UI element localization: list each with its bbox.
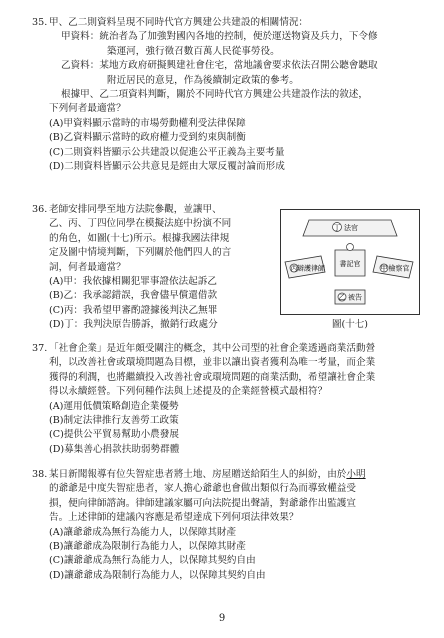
courtroom-diagram xyxy=(281,210,419,314)
defense-mark: 丙 xyxy=(290,264,298,273)
question-line: 獲得的利潤，也將繼續投入改善社會或環境問題的商業活動，希望讓社會企業 xyxy=(49,371,376,383)
question-line: 的爺爺是中度失智症患者，家人擔心爺爺也會做出類似行為而導致權益受 xyxy=(49,483,356,495)
material-label: 甲資料： xyxy=(61,31,100,43)
defense-label: 辯護律師 xyxy=(297,264,325,273)
material-text: 附近居民的意見，作為後續制定政策的參考。 xyxy=(107,74,299,86)
clerk-label: 書記官 xyxy=(339,260,361,268)
material-text: 統治者為了加強對國內各地的控制，便於運送物資及兵力，下令修 xyxy=(99,31,378,43)
prosecutor-label: 檢察官 xyxy=(388,264,410,273)
question-38 xyxy=(32,468,418,583)
question-stem: 甲、乙二則資料呈現不同時代官方興建公共建設的相關情況： xyxy=(49,17,309,28)
figure-caption: 圖(十七) xyxy=(332,319,368,330)
question-35 xyxy=(32,16,418,174)
option-d[interactable]: (D)讓爺爺成為限制行為能力人，以保障其契約自由 xyxy=(49,569,266,581)
question-line: 告。上述律師的建議內容應是希望達成下列何項法律效果？ xyxy=(49,512,299,524)
option-a[interactable]: (A)甲：我依據相關犯罪事證依法起訴乙 xyxy=(49,276,217,288)
material-yi xyxy=(61,59,418,88)
question-number: 35. xyxy=(32,17,48,28)
option-c[interactable]: (C)二則資料皆顯示公共建設以促進公平正義為主要考量 xyxy=(49,146,285,158)
question-line: 老師安排同學至地方法院參觀，並讓甲、 xyxy=(49,204,222,215)
option-d[interactable]: (D)二則資料皆顯示公共意見是經由大眾反覆討論而形成 xyxy=(49,161,285,173)
material-jia xyxy=(61,30,418,59)
question-line: 詞，何者最適當？ xyxy=(49,261,126,273)
option-a[interactable]: (A)運用低價策略創造企業優勢 xyxy=(49,400,179,412)
material-text: 某地方政府研擬興建社會住宅，當地議會要求依法召開公聽會聽取 xyxy=(99,60,378,72)
question-number: 38. xyxy=(32,469,48,480)
question-36 xyxy=(32,203,272,333)
option-a[interactable]: (A)讓爺爺成為無行為能力人，以保障其財產 xyxy=(49,526,237,538)
question-line: 利，以改善社會或環境問題為目標，並非以讓出資者獲利為唯一考量，而企業 xyxy=(49,357,376,369)
courtroom-figure xyxy=(280,209,420,315)
option-b[interactable]: (B)制定法律推行友善勞工政策 xyxy=(49,415,179,427)
judge-label: 法官 xyxy=(344,224,358,232)
clerk-head-icon xyxy=(347,244,354,251)
prosecutor-mark: 甲 xyxy=(380,264,388,273)
question-line: 損，便向律師諮詢。律師建議家屬可向法院提出聲請，對爺爺作出監護宣 xyxy=(49,497,356,509)
material-text: 築運河，強行徵召數百萬人民從事勞役。 xyxy=(107,45,280,57)
question-number: 36. xyxy=(32,204,48,215)
option-a[interactable]: (A)甲資料顯示當時的市場勞動權利受法律保障 xyxy=(49,117,246,129)
page-number: 9 xyxy=(218,613,226,624)
question-ask: 根據甲、乙二項資料判斷，關於不同時代官方興建公共建設作法的敘述， xyxy=(61,89,368,101)
option-d[interactable]: (D)丁：我判決原告勝訴，撤銷行政處分 xyxy=(49,319,218,331)
judge-mark: 丁 xyxy=(333,224,341,232)
option-c[interactable]: (C)丙：我希望甲審酌證據後判決乙無罪 xyxy=(49,304,218,316)
question-line: 定及圖中情境判斷，下列關於他們四人的言 xyxy=(49,247,232,259)
option-b[interactable]: (B)乙：我承認錯誤，我會儘早償還借款 xyxy=(49,290,218,302)
question-line: 「社會企業」是近年頗受關注的概念，其中公司型的社會企業透過商業活動營 xyxy=(49,343,376,354)
defendant-label: 被告 xyxy=(348,293,362,302)
person-name: 小明 xyxy=(346,469,366,480)
question-line: 得以永續經營。下列何種作法與上述提及的企業經營模式最相符？ xyxy=(49,386,328,398)
question-ask: 下列何者最適當？ xyxy=(49,103,126,115)
question-line xyxy=(49,468,418,482)
material-label: 乙資料： xyxy=(61,60,100,72)
option-b[interactable]: (B)乙資料顯示當時的政府權力受到約束與制衡 xyxy=(49,132,246,144)
question-37 xyxy=(32,342,418,457)
question-text: 某日新聞報導有位失智症患者將土地、房屋贈送給陌生人的糾紛，由於 xyxy=(49,469,347,480)
question-line: 的角色，如圖(十七)所示。根據我國法律規 xyxy=(49,232,230,244)
defendant-mark: 乙 xyxy=(338,293,346,302)
option-b[interactable]: (B)讓爺爺成為限制行為能力人，以保障其財產 xyxy=(49,541,246,553)
option-c[interactable]: (C)提供公平貿易幫助小農發展 xyxy=(49,429,179,441)
question-line: 乙、丙、丁四位同學在模擬法庭中扮演不同 xyxy=(49,218,232,230)
option-d[interactable]: (D)募集善心捐款扶助弱勢群體 xyxy=(49,443,180,455)
question-number: 37. xyxy=(32,343,48,354)
option-c[interactable]: (C)讓爺爺成為無行為能力人，以保障其契約自由 xyxy=(49,555,256,567)
